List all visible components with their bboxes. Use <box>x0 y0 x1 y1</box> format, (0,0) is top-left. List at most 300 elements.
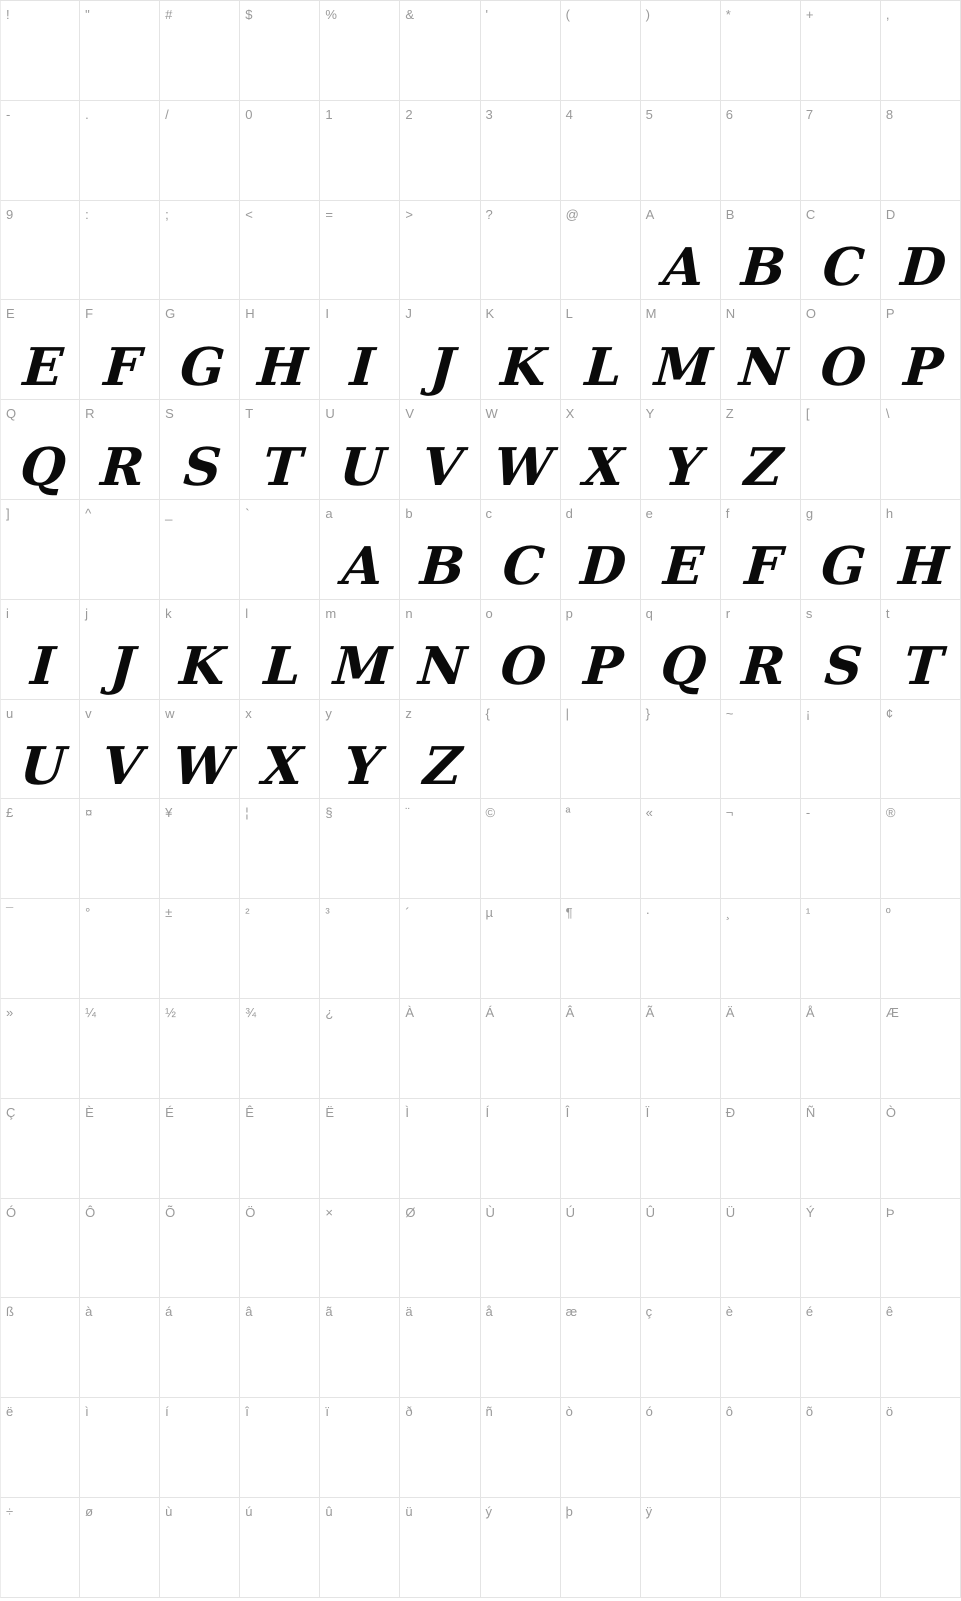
char-cell <box>0 1298 80 1398</box>
char-code-label: # <box>165 7 173 22</box>
character-grid <box>0 1 961 1598</box>
char-cell <box>881 1398 961 1498</box>
char-code-label: f <box>725 505 730 521</box>
char-cell <box>400 999 480 1099</box>
char-code-label: j <box>85 605 88 621</box>
char-code-label: § <box>325 805 333 821</box>
char-cell <box>240 201 320 301</box>
char-code-label: | <box>565 705 569 721</box>
char-code-label: ¬ <box>725 805 734 821</box>
char-code-label: Q <box>6 406 17 422</box>
char-code-label: ç <box>645 1304 653 1320</box>
char-code-label: ¯ <box>6 905 14 921</box>
char-glyph-preview: Q <box>658 636 708 698</box>
char-glyph-preview: I <box>28 636 58 698</box>
char-code-label: Ú <box>565 1204 575 1220</box>
char-code-label: > <box>405 206 413 222</box>
char-code-label: v <box>85 705 92 721</box>
char-cell <box>0 600 80 700</box>
char-cell <box>240 1498 320 1598</box>
char-cell <box>320 1 400 101</box>
char-cell <box>320 500 400 600</box>
char-cell <box>801 899 881 999</box>
char-cell <box>160 1 240 101</box>
char-code-label: ! <box>6 7 10 22</box>
char-glyph-preview: K <box>177 636 228 698</box>
char-code-label: Ó <box>6 1204 17 1220</box>
char-glyph-preview: W <box>491 436 555 498</box>
char-code-label: \ <box>885 406 890 422</box>
char-code-label: þ <box>565 1503 573 1519</box>
char-code-label: ð <box>405 1404 413 1420</box>
char-cell <box>160 400 240 500</box>
char-code-label: · <box>645 905 650 921</box>
char-cell <box>400 1199 480 1299</box>
char-cell <box>561 999 641 1099</box>
char-glyph-preview: Z <box>742 436 785 498</box>
char-code-label: Æ <box>885 1004 899 1020</box>
char-cell <box>481 899 561 999</box>
char-code-label: µ <box>485 905 493 921</box>
char-code-label: B <box>725 206 735 222</box>
char-code-label: ¢ <box>885 705 894 721</box>
char-code-label: w <box>165 705 175 721</box>
char-glyph-preview: Y <box>342 735 384 797</box>
char-cell <box>240 1199 320 1299</box>
char-code-label: Ç <box>6 1104 16 1120</box>
char-code-label: R <box>85 406 95 422</box>
char-cell <box>561 101 641 201</box>
char-cell <box>320 1199 400 1299</box>
char-code-label: 8 <box>885 106 894 122</box>
char-cell <box>561 799 641 899</box>
char-glyph-preview: U <box>338 436 388 498</box>
char-cell <box>881 1298 961 1398</box>
char-code-label: z <box>405 705 412 721</box>
char-code-label: , <box>885 7 890 22</box>
char-cell <box>160 799 240 899</box>
char-cell <box>481 799 561 899</box>
char-code-label: ² <box>245 905 250 921</box>
char-cell <box>80 1 160 101</box>
char-cell <box>80 1498 160 1598</box>
char-cell <box>400 500 480 600</box>
char-code-label: ä <box>405 1304 413 1320</box>
char-code-label: X <box>565 406 575 422</box>
char-cell <box>160 1199 240 1299</box>
char-code-label: u <box>6 705 14 721</box>
char-cell <box>400 1 480 101</box>
char-code-label: 1 <box>325 106 333 122</box>
char-cell <box>80 500 160 600</box>
char-glyph-preview: T <box>261 436 305 498</box>
char-glyph-preview: U <box>18 735 68 797</box>
char-cell <box>481 1099 561 1199</box>
char-cell <box>641 1199 721 1299</box>
char-cell <box>561 400 641 500</box>
char-code-label: _ <box>165 505 173 521</box>
char-code-label: m <box>325 605 337 621</box>
char-code-label: S <box>165 406 174 422</box>
char-cell <box>801 700 881 800</box>
char-code-label: è <box>725 1304 733 1320</box>
char-code-label: M <box>645 306 657 322</box>
char-code-label: U <box>325 406 335 422</box>
char-cell <box>801 400 881 500</box>
char-cell <box>481 1199 561 1299</box>
char-code-label: d <box>565 505 573 521</box>
char-cell <box>481 1498 561 1598</box>
char-cell <box>561 1398 641 1498</box>
char-cell <box>881 300 961 400</box>
char-code-label: < <box>245 206 253 222</box>
char-code-label: ¥ <box>165 805 173 821</box>
char-code-label: 3 <box>485 106 493 122</box>
char-cell <box>320 1398 400 1498</box>
char-code-label: F <box>85 306 94 322</box>
char-cell <box>481 400 561 500</box>
char-cell <box>240 1 320 101</box>
char-cell <box>641 500 721 600</box>
char-cell <box>721 1498 801 1598</box>
char-cell <box>561 1498 641 1598</box>
char-code-label: E <box>6 306 15 322</box>
char-code-label: 7 <box>805 106 814 122</box>
char-code-label: 4 <box>565 106 573 122</box>
char-code-label: s <box>805 605 813 621</box>
char-glyph-preview: A <box>340 536 386 598</box>
char-cell <box>641 1298 721 1398</box>
char-cell <box>481 500 561 600</box>
char-code-label: - <box>805 805 811 821</box>
char-code-label: ú <box>245 1503 253 1519</box>
char-glyph-preview: F <box>742 536 784 598</box>
char-code-label: : <box>85 206 89 222</box>
char-code-label: b <box>405 505 413 521</box>
char-cell <box>400 1099 480 1199</box>
char-cell <box>561 500 641 600</box>
char-code-label: ; <box>165 206 169 222</box>
char-cell <box>320 1099 400 1199</box>
char-cell <box>320 1298 400 1398</box>
char-cell <box>801 1199 881 1299</box>
char-cell <box>481 1298 561 1398</box>
char-cell <box>561 1199 641 1299</box>
char-cell <box>801 1099 881 1199</box>
char-code-label: @ <box>565 206 579 222</box>
char-code-label: õ <box>805 1404 814 1420</box>
char-code-label: ò <box>565 1404 573 1420</box>
char-cell <box>561 1298 641 1398</box>
char-cell <box>160 600 240 700</box>
char-cell <box>80 201 160 301</box>
char-cell <box>160 1298 240 1398</box>
char-cell <box>80 400 160 500</box>
char-glyph-preview: C <box>500 536 546 598</box>
char-glyph-preview: I <box>348 336 378 398</box>
char-cell <box>881 600 961 700</box>
char-cell <box>881 1199 961 1299</box>
char-code-label: ) <box>645 7 650 22</box>
char-glyph-preview: H <box>896 536 951 598</box>
char-code-label: ^ <box>85 505 92 521</box>
char-cell <box>641 600 721 700</box>
char-code-label: » <box>6 1004 14 1020</box>
char-code-label: ø <box>85 1503 94 1519</box>
char-code-label: ê <box>885 1304 894 1320</box>
char-cell <box>80 600 160 700</box>
char-code-label: 0 <box>245 106 253 122</box>
char-cell <box>481 101 561 201</box>
char-cell <box>801 1298 881 1398</box>
char-cell <box>80 999 160 1099</box>
char-cell <box>881 700 961 800</box>
char-code-label: Ô <box>85 1204 96 1220</box>
char-glyph-preview: E <box>661 536 706 598</box>
char-cell <box>801 1 881 101</box>
char-glyph-preview: D <box>898 237 949 298</box>
char-cell <box>320 201 400 301</box>
char-cell <box>801 999 881 1099</box>
char-cell <box>721 101 801 201</box>
char-code-label: É <box>165 1104 174 1120</box>
char-cell <box>481 300 561 400</box>
char-cell <box>641 1498 721 1598</box>
char-cell <box>721 600 801 700</box>
char-code-label: ª <box>565 805 571 821</box>
char-cell <box>561 700 641 800</box>
char-glyph-preview: C <box>820 237 867 298</box>
char-cell <box>320 700 400 800</box>
char-cell <box>80 300 160 400</box>
char-code-label: V <box>405 406 415 422</box>
char-cell <box>641 1099 721 1199</box>
char-code-label: Á <box>485 1004 495 1020</box>
char-cell <box>481 700 561 800</box>
char-code-label: Y <box>645 406 655 422</box>
char-glyph-preview: N <box>417 636 469 698</box>
char-glyph-preview: L <box>262 636 304 698</box>
char-glyph-preview: G <box>819 536 868 598</box>
char-code-label: Þ <box>885 1204 895 1220</box>
char-code-label: È <box>85 1104 94 1120</box>
char-cell <box>881 1 961 101</box>
char-glyph-preview: B <box>739 237 788 298</box>
char-glyph-preview: Y <box>662 436 704 498</box>
char-cell <box>721 899 801 999</box>
char-code-label: ô <box>725 1404 733 1420</box>
char-cell <box>721 1398 801 1498</box>
char-cell <box>881 899 961 999</box>
char-code-label: t <box>885 605 890 621</box>
char-code-label: í <box>165 1404 169 1420</box>
char-code-label: ß <box>6 1304 14 1320</box>
char-code-label: º <box>885 905 891 921</box>
char-glyph-preview: Q <box>18 436 68 498</box>
char-cell <box>881 500 961 600</box>
char-cell <box>481 201 561 301</box>
char-code-label: l <box>245 605 249 621</box>
char-cell <box>721 700 801 800</box>
char-cell <box>160 1099 240 1199</box>
char-code-label: Ê <box>245 1104 254 1120</box>
char-cell <box>561 600 641 700</box>
char-cell <box>80 700 160 800</box>
char-code-label: ¸ <box>725 905 731 921</box>
char-code-label: ¼ <box>85 1004 96 1020</box>
char-code-label: ¤ <box>85 805 93 821</box>
char-code-label: I <box>325 306 329 322</box>
char-cell <box>0 1099 80 1199</box>
char-code-label: = <box>325 206 333 222</box>
char-code-label: a <box>325 505 333 521</box>
char-cell <box>881 799 961 899</box>
char-cell <box>721 1199 801 1299</box>
char-cell <box>160 300 240 400</box>
char-code-label: + <box>805 7 814 22</box>
char-cell <box>641 899 721 999</box>
char-code-label: á <box>165 1304 173 1320</box>
char-code-label: ÿ <box>645 1503 653 1519</box>
char-cell <box>801 1398 881 1498</box>
char-code-label: ¿ <box>325 1004 334 1020</box>
char-code-label: ± <box>165 905 173 921</box>
char-cell <box>561 300 641 400</box>
char-code-label: $ <box>245 7 253 22</box>
char-glyph-preview: R <box>98 436 147 498</box>
char-cell <box>320 300 400 400</box>
char-cell <box>641 1 721 101</box>
char-cell <box>881 1498 961 1598</box>
char-cell <box>561 899 641 999</box>
char-glyph-preview: D <box>578 536 628 598</box>
char-cell <box>400 1498 480 1598</box>
char-cell <box>80 101 160 201</box>
char-cell <box>801 1498 881 1598</box>
char-cell <box>0 101 80 201</box>
char-code-label: [ <box>805 406 810 422</box>
char-cell <box>641 300 721 400</box>
char-cell <box>721 201 801 301</box>
char-cell <box>160 500 240 600</box>
char-cell <box>0 799 80 899</box>
char-cell <box>80 1298 160 1398</box>
char-cell <box>240 1099 320 1199</box>
char-cell <box>400 799 480 899</box>
char-cell <box>240 899 320 999</box>
char-cell <box>881 400 961 500</box>
char-cell <box>320 999 400 1099</box>
char-glyph-preview: P <box>581 636 625 698</box>
char-code-label: } <box>645 705 650 721</box>
char-code-label: 2 <box>405 106 413 122</box>
char-code-label: î <box>245 1404 249 1420</box>
char-code-label: £ <box>6 805 14 821</box>
char-cell <box>881 101 961 201</box>
char-cell <box>801 600 881 700</box>
char-cell <box>400 201 480 301</box>
char-code-label: ü <box>405 1503 413 1519</box>
char-glyph-preview: P <box>901 336 946 398</box>
char-code-label: i <box>6 605 9 621</box>
char-code-label: D <box>885 206 896 222</box>
char-cell <box>240 101 320 201</box>
char-code-label: x <box>245 705 252 721</box>
char-code-label: Ë <box>325 1104 334 1120</box>
char-code-label: ¶ <box>565 905 573 921</box>
char-cell <box>240 999 320 1099</box>
char-cell <box>320 1498 400 1598</box>
char-code-label: h <box>885 505 894 521</box>
char-code-label: ã <box>325 1304 333 1320</box>
char-code-label: 5 <box>645 106 653 122</box>
char-code-label: O <box>805 306 816 322</box>
char-code-label: ¹ <box>805 905 811 921</box>
char-code-label: Ü <box>725 1204 736 1220</box>
char-code-label: " <box>85 7 90 22</box>
char-code-label: . <box>85 106 89 122</box>
char-glyph-preview: R <box>739 636 788 698</box>
char-glyph-preview: G <box>178 336 228 398</box>
char-cell <box>320 899 400 999</box>
char-code-label: C <box>805 206 816 222</box>
char-cell <box>0 400 80 500</box>
char-cell <box>481 999 561 1099</box>
char-code-label: © <box>485 805 496 821</box>
char-code-label: Ø <box>405 1204 416 1220</box>
char-code-label: ù <box>165 1503 173 1519</box>
char-code-label: ~ <box>725 705 734 721</box>
char-cell <box>400 600 480 700</box>
char-code-label: û <box>325 1503 333 1519</box>
char-code-label: ¨ <box>405 805 410 821</box>
char-code-label: ' <box>485 7 488 22</box>
char-code-label: ` <box>245 505 250 521</box>
char-cell <box>561 1099 641 1199</box>
char-cell <box>881 999 961 1099</box>
char-cell <box>481 1398 561 1498</box>
char-cell <box>481 600 561 700</box>
char-cell <box>240 500 320 600</box>
char-code-label: K <box>485 306 495 322</box>
char-code-label: o <box>485 605 493 621</box>
char-code-label: c <box>485 505 492 521</box>
char-glyph-preview: W <box>171 735 235 797</box>
char-glyph-preview: J <box>428 336 458 398</box>
char-code-label: A <box>645 206 655 222</box>
char-code-label: 6 <box>725 106 733 122</box>
char-glyph-preview: B <box>418 536 468 598</box>
char-cell <box>481 1 561 101</box>
char-cell <box>641 1398 721 1498</box>
char-glyph-preview: X <box>260 735 306 797</box>
char-code-label: ¦ <box>245 805 249 821</box>
char-cell <box>0 700 80 800</box>
char-code-label: P <box>885 306 895 322</box>
char-code-label: 9 <box>6 206 14 222</box>
char-code-label: g <box>805 505 814 521</box>
char-code-label: y <box>325 705 332 721</box>
char-cell <box>721 999 801 1099</box>
char-cell <box>0 1 80 101</box>
char-cell <box>641 700 721 800</box>
char-code-label: ³ <box>325 905 330 921</box>
char-cell <box>160 1498 240 1598</box>
char-cell <box>400 1298 480 1398</box>
char-glyph-preview: H <box>256 336 310 398</box>
char-code-label: - <box>6 106 11 122</box>
char-cell <box>240 700 320 800</box>
